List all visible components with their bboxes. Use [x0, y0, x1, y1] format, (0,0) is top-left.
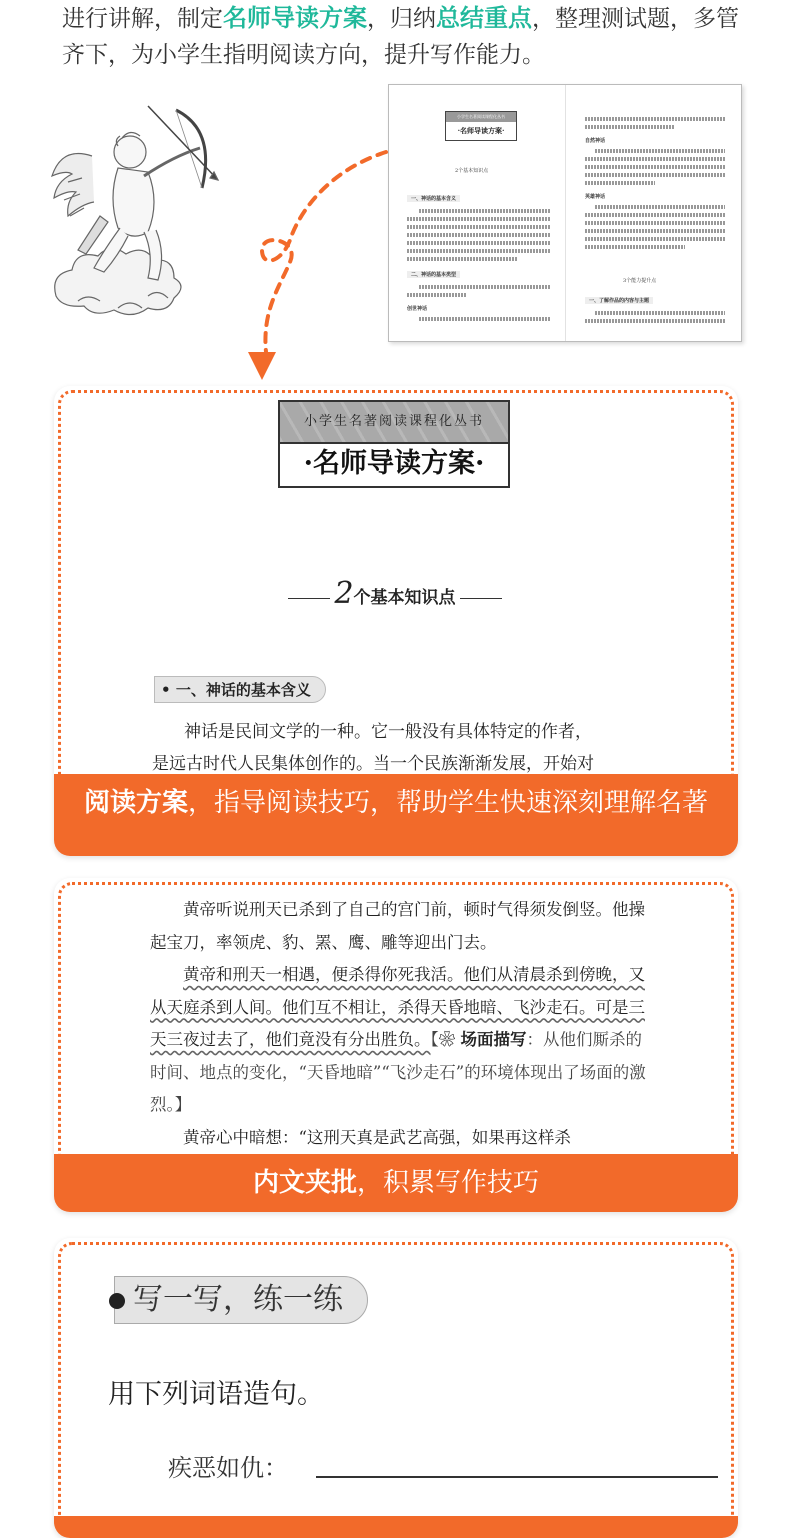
annotation-banner — [54, 1154, 738, 1212]
story-para-1: 黄帝听说刑天已杀到了自己的宫门前，顿时气得须发倒竖。他操起宝刀，率领虎、豹、罴、鹰、雕等迎出门去。 — [150, 900, 645, 952]
plan-title: ·名师导读方案· — [280, 442, 508, 484]
banner-bold: 内文夹批 — [252, 1168, 357, 1198]
story-para-3: 黄帝心中暗想：“这刑天真是武艺高强，如果再这样杀 — [183, 1127, 571, 1147]
task-instruction: 用下列词语造句。 — [108, 1379, 324, 1410]
mini-section-title: 2个基本知识点 — [455, 168, 489, 174]
intro-text-2: ，归纳 — [367, 6, 436, 32]
card-annotation — [54, 878, 738, 1212]
banner-text: ，指导阅读技巧，帮助学生快速深刻理解名著 — [188, 788, 709, 818]
series-label: 小学生名著阅读课程化丛书 — [280, 402, 508, 442]
intro-text-1: 进行讲解，制定 — [62, 6, 223, 32]
mini-heading-3: 创世神话 — [407, 306, 428, 312]
mini-heading-nature: 自然神话 — [585, 138, 606, 144]
mini-heading-4: 一、了解作品的内容与主题 — [585, 297, 653, 304]
wavy-underlined-text: 黄帝和刑天一相遇，便杀得你死我活。他们从清晨杀到傍晚，又从天庭杀到人间。他们互不相让，杀得天昏地暗、飞沙走石。可是三天三夜过去了，他们竟没有分出胜负。 — [150, 965, 645, 1049]
mini-heading-hero: 英雄神话 — [585, 194, 606, 200]
heading-text: 一、神话的基本含义 — [175, 681, 311, 699]
mini-title-label: ·名师导读方案· — [457, 126, 505, 135]
para-line-1: 神话是民间文学的一种。它一般没有具体特定的作者， — [184, 722, 592, 742]
heading-pill: • 一、神话的基本含义 — [154, 676, 326, 703]
card-reading-plan — [54, 386, 738, 856]
title-box — [278, 400, 510, 488]
reading-plan-banner — [54, 774, 738, 856]
section-title — [270, 576, 520, 611]
section-number: 2 — [334, 576, 354, 611]
note-open: 【 — [430, 1030, 439, 1049]
intro-highlight-summary: 总结重点 — [436, 4, 532, 32]
practice-pill — [114, 1276, 368, 1324]
rule-right — [460, 598, 502, 599]
intro-highlight-plan: 名师导读方案 — [223, 4, 367, 32]
story-text — [150, 894, 650, 1154]
note-label: 场面描写 — [460, 1030, 527, 1049]
practice-banner — [54, 1516, 738, 1538]
banner-text: ，积累写作技巧 — [357, 1168, 540, 1198]
note-text: ：从他们厮杀的时间、地点的变化，“天昏地暗”“飞沙走石”的环境体现出了场面的激烈。】 — [150, 1030, 646, 1114]
bullet-icon — [109, 1293, 125, 1309]
rule-left — [288, 598, 330, 599]
mini-series-label: 小学生名著阅读课程化丛书 — [446, 112, 516, 122]
practice-label: 写一写，练一练 — [133, 1282, 343, 1317]
mini-section-title-2: 3个能力提升点 — [623, 278, 657, 284]
mini-heading-2: 二、神话的基本类型 — [407, 271, 460, 278]
section-label: 个基本知识点 — [353, 588, 456, 608]
intro-text-3: ，整理测试题，多管齐下，为小学生指明阅读方向，提升写作能力。 — [62, 6, 739, 68]
para-line-2: 是远古时代人民集体创作的。当一个民族渐渐发展，开始对 — [152, 754, 594, 774]
mini-heading-1: 一、神话的基本含义 — [407, 195, 460, 202]
story-para-2 — [150, 959, 650, 1122]
banner-bold: 阅读方案 — [83, 788, 188, 818]
word-prompt: 疾恶如仇： — [168, 1454, 288, 1482]
card-practice — [54, 1238, 738, 1538]
dashed-arrow-icon — [0, 0, 790, 400]
answer-line[interactable] — [316, 1476, 718, 1478]
flower-icon: ❀ — [438, 1030, 461, 1049]
